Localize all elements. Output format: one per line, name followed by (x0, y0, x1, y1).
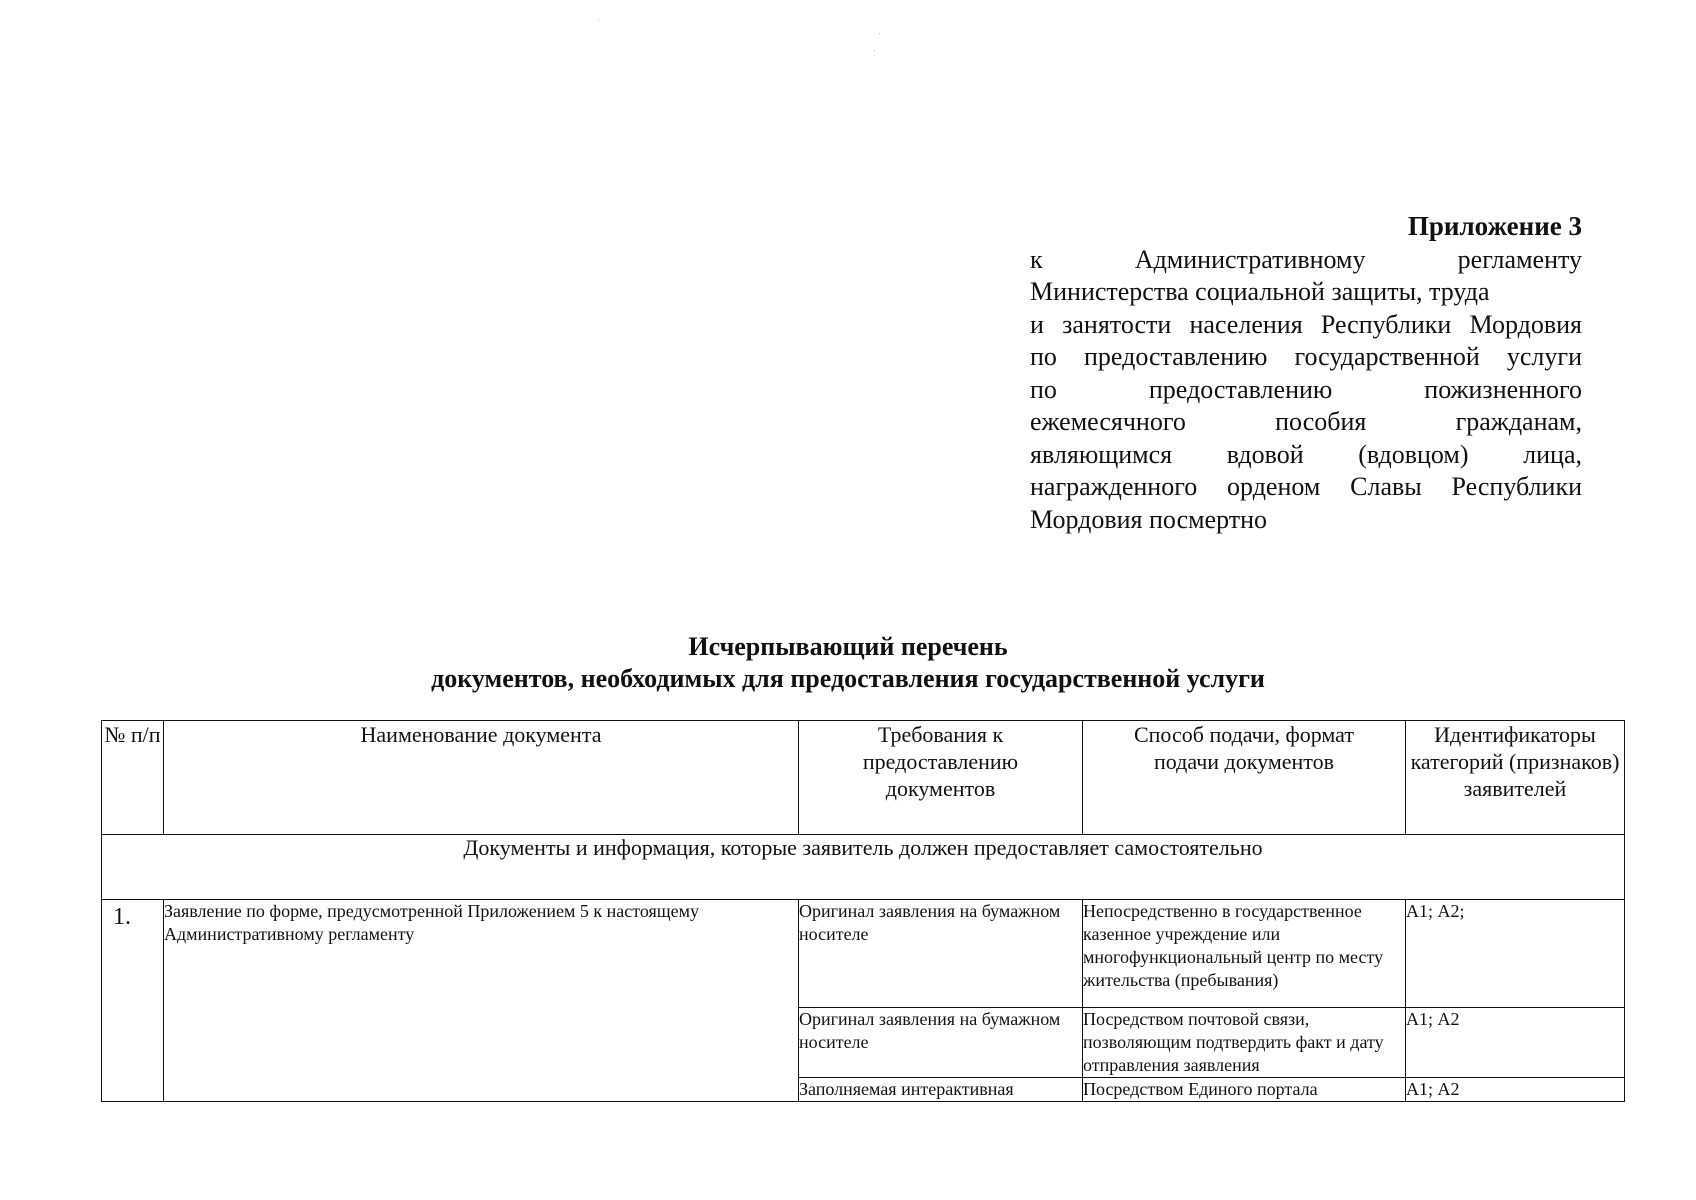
scan-speck (598, 20, 599, 21)
appendix-block (1030, 210, 1582, 536)
appendix-line: к Административному регламенту (1030, 244, 1582, 274)
document-title (0, 631, 1696, 695)
item-requirement: Заполняемая интерактивная (799, 1078, 1083, 1102)
table-header-row (102, 721, 1625, 835)
appendix-line: Министерства социальной защиты, труда (1030, 277, 1490, 306)
appendix-line: и занятости населения Республики Мордовия (1030, 309, 1582, 339)
appendix-line: являющимся вдовой (вдовцом) лица, (1030, 439, 1582, 469)
item-document-name: Заявление по форме, предусмотренной Приложением 5 к настоящему Административному регламенту (164, 900, 799, 1102)
item-method: Посредством Единого портала (1083, 1078, 1406, 1102)
title-line-1: Исчерпывающий перечень (688, 632, 1008, 661)
appendix-line: по предоставлению пожизненного (1030, 374, 1582, 404)
header-requirements: Требования к предоставлению документов (799, 721, 1083, 835)
appendix-line: по предоставлению государственной услуги (1030, 342, 1582, 371)
header-submission-method: Способ подачи, формат подачи документов (1083, 721, 1406, 835)
header-document-name: Наименование документа (164, 721, 799, 835)
item-ids: А1; А2 (1406, 1078, 1625, 1102)
item-ids: А1; А2 (1406, 1008, 1625, 1078)
item-ids: А1; А2; (1406, 900, 1625, 1008)
scan-speck (874, 50, 875, 51)
appendix-heading: Приложение 3 (1407, 211, 1582, 241)
table-row (102, 900, 1625, 1008)
item-number: 1. (102, 900, 164, 1102)
item-requirement: Оригинал заявления на бумажном носителе (799, 1008, 1083, 1078)
scan-speck (879, 33, 880, 34)
appendix-line: Мордовия посмертно (1030, 504, 1268, 534)
section-title: Документы и информация, которые заявитель должен предоставляет самостоятельно (102, 835, 1625, 900)
header-applicant-ids: Идентификаторы категорий (признаков) заявителей (1406, 721, 1625, 835)
item-method: Посредством почтовой связи, позволяющим подтвердить факт и дату отправления заявления (1083, 1008, 1406, 1078)
appendix-line: ежемесячного пособия гражданам, (1030, 407, 1582, 436)
appendix-line: награжденного орденом Славы Республики (1030, 472, 1582, 501)
title-line-2: документов, необходимых для предоставления государственной услуги (431, 664, 1265, 693)
documents-table (101, 720, 1625, 1102)
header-num: № п/п (102, 721, 164, 835)
item-method: Непосредственно в государственное казенное учреждение или многофункциональный центр по месту жительства (пребывания) (1083, 900, 1406, 1008)
item-requirement: Оригинал заявления на бумажном носителе (799, 900, 1083, 1008)
section-row (102, 835, 1625, 900)
